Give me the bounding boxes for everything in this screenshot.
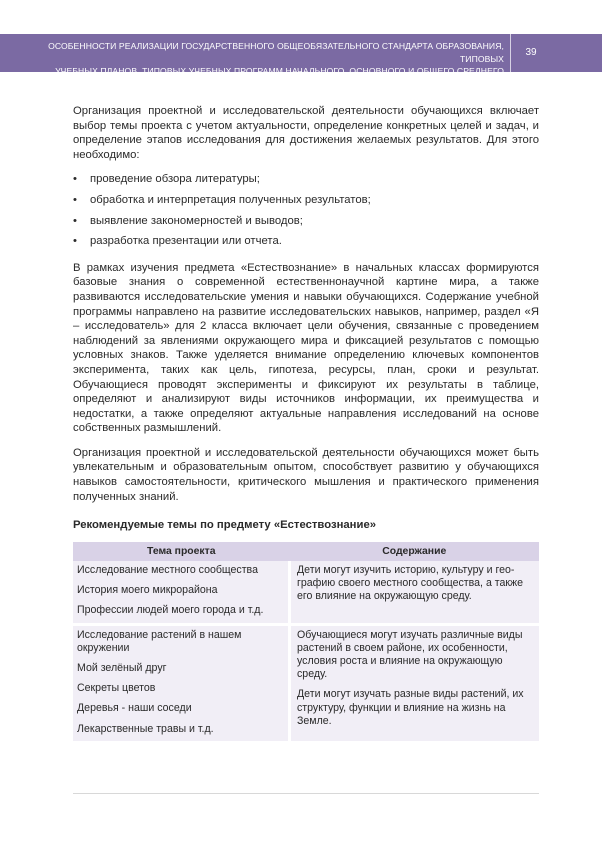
bullet-item: • обработка и интерпретация полученных результатов; — [73, 193, 539, 208]
content-cell — [290, 624, 540, 741]
topic-item: История моего микрорайона — [77, 584, 218, 597]
footer-divider — [73, 793, 539, 794]
topic-item: Профессии людей моего города и т.д. — [77, 604, 264, 617]
bullet-list — [73, 172, 539, 248]
table-row — [73, 624, 539, 741]
content-item: Обучающиеся могут изучать различные виды растений в своем районе, их особенности, условия роста и влияние на окружающую среду. — [297, 628, 523, 681]
paragraph-3: Организация проектной и исследовательской деятельности обучающихся может быть увлекательным и образовательным опытом, способствует развитию у обучающихся навыков самостоятельности, критического мышления и практического применения полученных знаний. — [73, 446, 539, 503]
page-number: 39 — [510, 34, 551, 72]
paragraph-2: В рамках изучения предмета «Естествознание» в начальных классах формируются базовые знания о современной естественнонаучной картине мира, а также развиваются исследовательские умения и навыки обучающихся. Содержание учебной программы направлено на развитие исследовательских навыков, например, раздел «Я – исследователь» для 2 класса включает цели обучения, связанные с проведением наблюдений за явлениями окружающего мира и фиксацией результатов с помощью условных знаков. Также уделяется внимание определению ключевых компонентов эксперимента, таких как цель, гипотеза, ресурсы, план, сроки и результат. Обучающиеся проводят эксперименты и фиксируют их результаты в таблице, определяют и анализируют виды источников информации, их преимущества и недостатки, а также определяют актуальные направления исследований на основе собственных размышлений. — [73, 261, 539, 435]
running-header-line-1: ОСОБЕННОСТИ РЕАЛИЗАЦИИ ГОСУДАРСТВЕННОГО ОБЩЕОБЯЗАТЕЛЬНОГО СТАНДАРТА ОБРАЗОВАНИЯ, ТИПОВЫХ — [48, 41, 504, 64]
table-header-row — [73, 542, 539, 561]
content-item: Дети могут изучить историю, культуру и географию своего местного сообщества, а также его влияние на окружающую среду. — [297, 564, 524, 603]
running-header-line-2: УЧЕБНЫХ ПЛАНОВ, ТИПОВЫХ УЧЕБНЫХ ПРОГРАММ НАЧАЛЬНОГО, ОСНОВНОГО И ОБЩЕГО СРЕДНЕГО ОБРАЗОВАНИЯ — [55, 66, 504, 89]
bullet-item: • разработка презентации или отчета. — [73, 234, 539, 249]
topic-cell — [73, 624, 290, 741]
header-band — [0, 34, 602, 89]
running-header — [34, 40, 504, 90]
column-header-content: Содержание — [290, 542, 540, 561]
topic-item: Исследование местного сообщества — [77, 564, 258, 577]
bullet-item: • выявление закономерностей и выводов; — [73, 214, 539, 229]
bullet-item: • проведение обзора литературы; — [73, 172, 539, 187]
content-item: Дети могут изучать разные виды растений, их структуру, функции и влияние на жизнь на Земле. — [297, 688, 524, 727]
topics-table — [73, 542, 539, 741]
table-row — [73, 561, 539, 624]
topic-item: Исследование растений в нашем окружении — [77, 628, 242, 654]
topic-item: Мой зелёный друг — [77, 662, 167, 675]
column-header-topic: Тема проекта — [73, 542, 290, 561]
page-content — [73, 104, 539, 741]
content-cell — [290, 561, 540, 624]
paragraph-1: Организация проектной и исследовательской деятельности обучающихся включает выбор темы проекта с учетом актуальности, определение конкретных целей и задач, и определение этапов исследования для достижения желаемых результатов. Для этого необходимо: — [73, 105, 539, 161]
topic-item: Лекарственные травы и т.д. — [77, 722, 214, 735]
topic-item: Деревья - наши соседи — [77, 702, 192, 715]
table-title: Рекомендуемые темы по предмету «Естествознание» — [73, 519, 377, 532]
topic-cell — [73, 561, 290, 624]
topic-item: Секреты цветов — [77, 682, 156, 695]
